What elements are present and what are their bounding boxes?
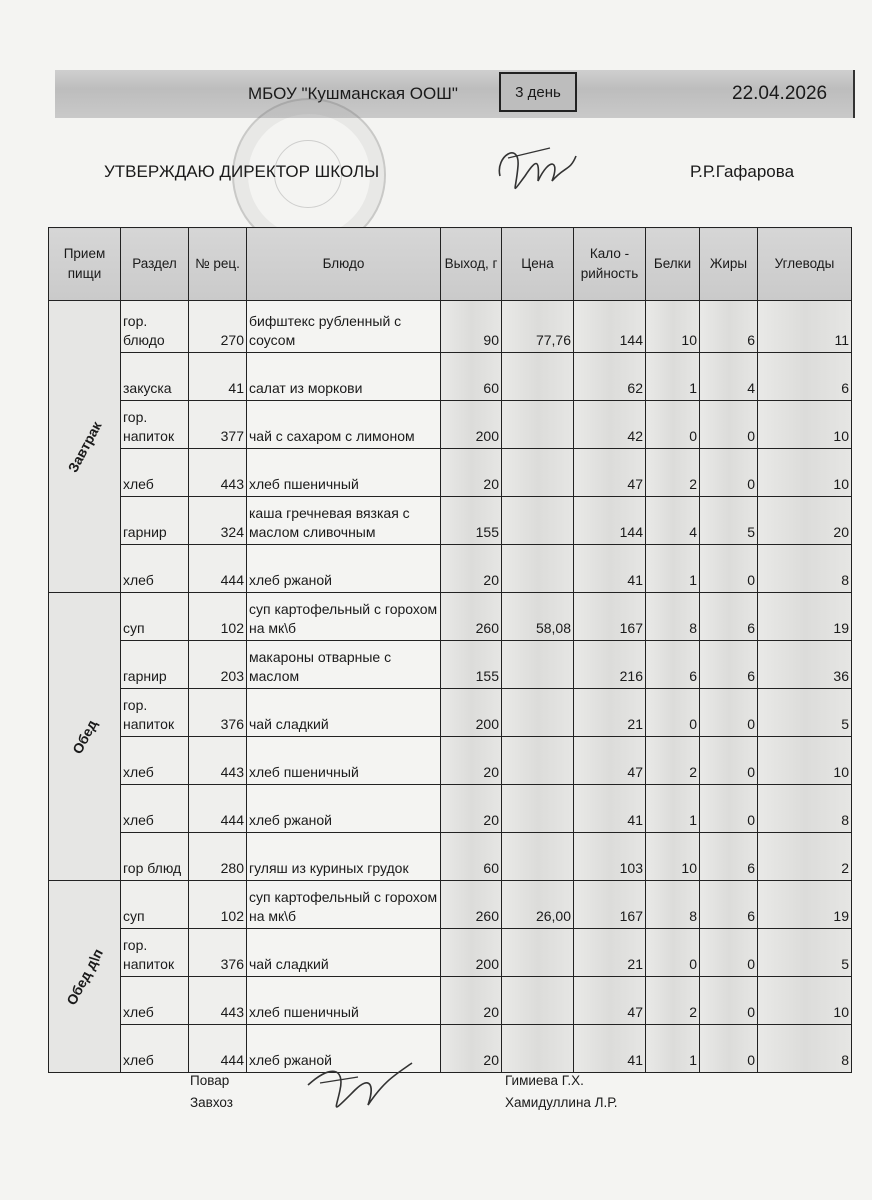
cell-calories: 47 [574,737,646,785]
cell-fat: 0 [700,449,758,497]
table-row [49,929,852,977]
cell-recipe: 444 [189,785,247,833]
table-row [49,689,852,737]
cell-price [502,401,574,449]
cell-dish: гуляш из куриных грудок [247,833,441,881]
meal-cell [49,301,121,593]
cell-carbs: 10 [758,737,852,785]
cell-recipe: 203 [189,641,247,689]
cell-calories: 167 [574,881,646,929]
cell-price [502,1025,574,1073]
cell-recipe: 376 [189,689,247,737]
meal-label: Обед [68,716,100,757]
table-row [49,1025,852,1073]
cell-fat: 6 [700,301,758,353]
col-dish: Блюдо [247,228,441,301]
cell-section: хлеб [121,1025,189,1073]
cell-recipe: 102 [189,881,247,929]
table-row [49,977,852,1025]
cell-price: 26,00 [502,881,574,929]
cell-dish: чай с сахаром с лимоном [247,401,441,449]
cell-dish: хлеб пшеничный [247,977,441,1025]
table-row [49,593,852,641]
table-row [49,545,852,593]
cell-fat: 0 [700,785,758,833]
cell-calories: 167 [574,593,646,641]
cell-carbs: 8 [758,545,852,593]
cell-section: закуска [121,353,189,401]
cell-recipe: 443 [189,737,247,785]
cell-protein: 2 [646,737,700,785]
table-row [49,401,852,449]
cell-section: хлеб [121,545,189,593]
col-protein: Белки [646,228,700,301]
cell-carbs: 11 [758,301,852,353]
cell-price [502,641,574,689]
menu-body [49,301,852,1073]
cell-carbs: 8 [758,1025,852,1073]
col-fat: Жиры [700,228,758,301]
table-header-row [49,228,852,301]
cell-carbs: 19 [758,881,852,929]
cell-yield: 60 [441,353,502,401]
cell-recipe: 324 [189,497,247,545]
table-row [49,301,852,353]
cell-dish: каша гречневая вязкая с маслом сливочным [247,497,441,545]
meal-cell [49,881,121,1073]
cell-section: гор. блюдо [121,301,189,353]
cell-price [502,449,574,497]
cell-section: суп [121,881,189,929]
cell-dish: салат из моркови [247,353,441,401]
cell-dish: хлеб пшеничный [247,449,441,497]
cell-calories: 47 [574,977,646,1025]
cell-price [502,977,574,1025]
cell-dish: суп картофельный с горохом на мк\б [247,593,441,641]
col-section: Раздел [121,228,189,301]
cell-carbs: 6 [758,353,852,401]
cell-calories: 42 [574,401,646,449]
meal-label: Обед д\п [62,945,106,1008]
cook-name: Гимиева Г.Х. [505,1073,584,1088]
cell-carbs: 20 [758,497,852,545]
cell-price [502,497,574,545]
col-carbs: Углеводы [758,228,852,301]
cell-protein: 10 [646,833,700,881]
cell-calories: 41 [574,1025,646,1073]
col-meal: Прием пищи [49,228,121,301]
cell-section: хлеб [121,737,189,785]
cell-yield: 155 [441,641,502,689]
cell-section: суп [121,593,189,641]
cell-carbs: 10 [758,449,852,497]
cell-calories: 144 [574,301,646,353]
cell-price: 58,08 [502,593,574,641]
approval-label: УТВЕРЖДАЮ ДИРЕКТОР ШКОЛЫ [104,162,380,181]
cell-section: хлеб [121,977,189,1025]
cell-yield: 200 [441,929,502,977]
col-yield: Выход, г [441,228,502,301]
table-row [49,497,852,545]
cell-section: хлеб [121,449,189,497]
cell-dish: хлеб ржаной [247,785,441,833]
cell-protein: 6 [646,641,700,689]
cell-carbs: 10 [758,401,852,449]
cell-dish: хлеб пшеничный [247,737,441,785]
cell-price [502,689,574,737]
cell-carbs: 8 [758,785,852,833]
meal-label: Завтрак [64,418,105,475]
cell-dish: бифштекс рубленный с соусом [247,301,441,353]
cell-calories: 47 [574,449,646,497]
cell-section: гарнир [121,641,189,689]
cell-carbs: 5 [758,929,852,977]
cell-protein: 1 [646,785,700,833]
cell-recipe: 376 [189,929,247,977]
cell-yield: 20 [441,977,502,1025]
cell-fat: 0 [700,929,758,977]
cell-fat: 5 [700,497,758,545]
cell-section: гарнир [121,497,189,545]
cell-price [502,737,574,785]
table-row [49,737,852,785]
cell-yield: 60 [441,833,502,881]
cook-label: Повар [190,1073,230,1088]
day-box: 3 день [499,72,577,112]
cell-calories: 41 [574,545,646,593]
director-signature [490,136,580,206]
cell-protein: 8 [646,881,700,929]
cell-protein: 0 [646,401,700,449]
cell-price [502,785,574,833]
cell-section: гор блюд [121,833,189,881]
cell-protein: 0 [646,689,700,737]
cell-fat: 0 [700,737,758,785]
cell-fat: 0 [700,977,758,1025]
cell-price: 77,76 [502,301,574,353]
cell-protein: 1 [646,1025,700,1073]
table-row [49,785,852,833]
cell-protein: 0 [646,929,700,977]
school-name: МБОУ "Кушманская ООШ" [248,84,458,103]
cell-recipe: 270 [189,301,247,353]
cell-recipe: 280 [189,833,247,881]
cell-recipe: 444 [189,1025,247,1073]
cell-carbs: 19 [758,593,852,641]
cell-carbs: 10 [758,977,852,1025]
cell-section: гор. напиток [121,401,189,449]
cell-yield: 90 [441,301,502,353]
cell-yield: 20 [441,1025,502,1073]
cell-yield: 20 [441,785,502,833]
cell-yield: 20 [441,737,502,785]
director-name: Р.Р.Гафарова [690,162,795,181]
menu-table [48,227,852,1073]
cell-protein: 4 [646,497,700,545]
cell-calories: 103 [574,833,646,881]
cell-yield: 155 [441,497,502,545]
cell-yield: 260 [441,881,502,929]
cell-price [502,353,574,401]
cell-dish: макароны отварные с маслом [247,641,441,689]
cell-calories: 21 [574,929,646,977]
cell-fat: 6 [700,641,758,689]
cell-protein: 1 [646,545,700,593]
table-row [49,449,852,497]
cell-fat: 0 [700,545,758,593]
cell-carbs: 36 [758,641,852,689]
cell-dish: хлеб ржаной [247,545,441,593]
cell-dish: чай сладкий [247,689,441,737]
cell-protein: 2 [646,977,700,1025]
cell-calories: 216 [574,641,646,689]
cell-dish: суп картофельный с горохом на мк\б [247,881,441,929]
cell-recipe: 443 [189,977,247,1025]
cell-carbs: 2 [758,833,852,881]
cell-yield: 20 [441,449,502,497]
cell-fat: 0 [700,401,758,449]
cook-signature [300,1055,420,1125]
cell-yield: 200 [441,401,502,449]
cell-price [502,929,574,977]
cell-calories: 21 [574,689,646,737]
cell-protein: 1 [646,353,700,401]
cell-protein: 2 [646,449,700,497]
table-row [49,881,852,929]
storekeeper-label: Завхоз [190,1095,233,1110]
cell-recipe: 102 [189,593,247,641]
cell-dish: хлеб ржаной [247,1025,441,1073]
cell-carbs: 5 [758,689,852,737]
table-row [49,833,852,881]
meal-cell [49,593,121,881]
col-calories: Кало - рийность [574,228,646,301]
table-row [49,353,852,401]
cell-fat: 6 [700,593,758,641]
cell-yield: 200 [441,689,502,737]
cell-fat: 4 [700,353,758,401]
cell-dish: чай сладкий [247,929,441,977]
cell-yield: 20 [441,545,502,593]
cell-yield: 260 [441,593,502,641]
cell-section: гор. напиток [121,689,189,737]
col-recipe: № рец. [189,228,247,301]
cell-section: хлеб [121,785,189,833]
cell-fat: 6 [700,881,758,929]
cell-price [502,545,574,593]
storekeeper-name: Хамидуллина Л.Р. [505,1095,618,1110]
cell-section: гор. напиток [121,929,189,977]
cell-protein: 10 [646,301,700,353]
document-date: 22.04.2026 [732,83,828,104]
cell-calories: 41 [574,785,646,833]
cell-recipe: 443 [189,449,247,497]
cell-price [502,833,574,881]
cell-recipe: 41 [189,353,247,401]
cell-calories: 62 [574,353,646,401]
cell-fat: 6 [700,833,758,881]
col-price: Цена [502,228,574,301]
cell-fat: 0 [700,1025,758,1073]
cell-protein: 8 [646,593,700,641]
cell-fat: 0 [700,689,758,737]
table-row [49,641,852,689]
cell-calories: 144 [574,497,646,545]
cell-recipe: 377 [189,401,247,449]
cell-recipe: 444 [189,545,247,593]
